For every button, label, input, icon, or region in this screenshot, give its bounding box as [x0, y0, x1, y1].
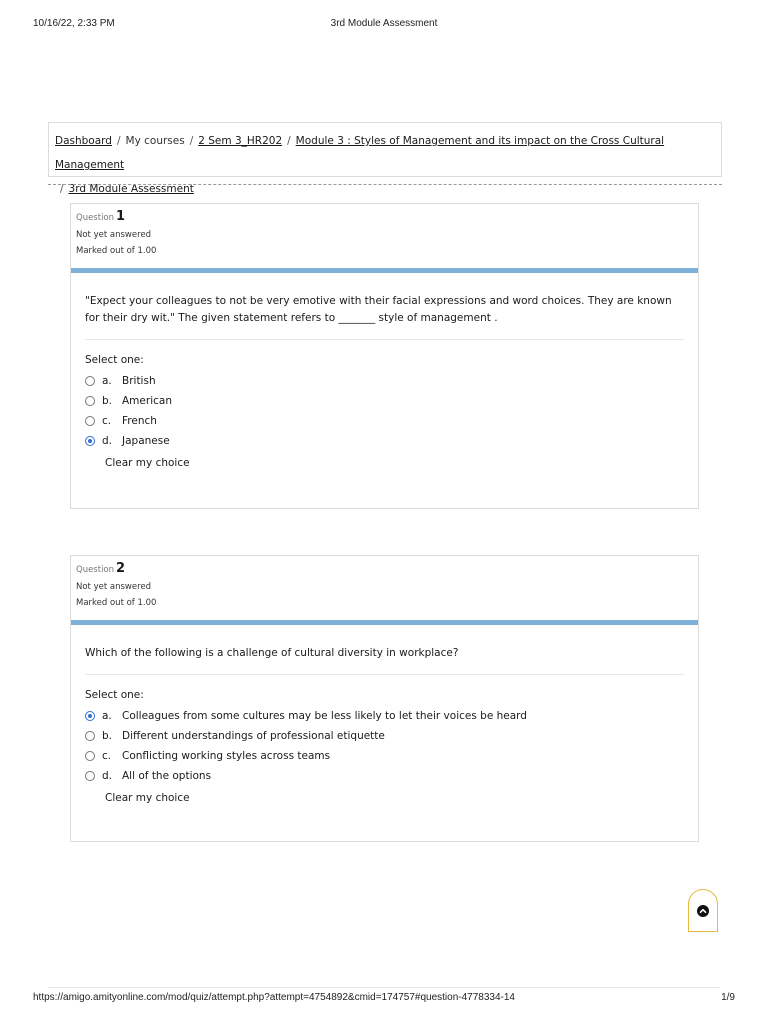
question-text: "Expect your colleagues to not be very emotive with their facial expressions and word choices. They are known for their dry wit." The given statement refers to _______ style of management . [85, 293, 684, 340]
question-grade: Marked out of 1.00 [76, 246, 157, 256]
select-one-prompt: Select one: [85, 689, 144, 701]
back-to-top-button[interactable] [688, 889, 718, 932]
question-card-2 [70, 555, 699, 842]
answer-option-b[interactable] [85, 391, 684, 411]
answer-option-c[interactable] [85, 411, 684, 431]
radio-button[interactable] [85, 731, 95, 741]
breadcrumb-current[interactable]: 3rd Module Assessment [68, 183, 194, 195]
radio-button-selected[interactable] [85, 711, 95, 721]
answer-option-d[interactable] [85, 431, 684, 451]
breadcrumb [48, 122, 722, 195]
option-text: French [122, 415, 157, 427]
radio-button[interactable] [85, 396, 95, 406]
radio-button[interactable] [85, 751, 95, 761]
question-state: Not yet answered [76, 582, 152, 592]
breadcrumb-separator: / [60, 183, 64, 195]
question-content [71, 273, 698, 469]
breadcrumb-separator: / [189, 135, 194, 147]
question-grade: Marked out of 1.00 [76, 598, 157, 608]
option-text: British [122, 375, 156, 387]
option-letter: b. [102, 395, 113, 407]
option-letter: d. [102, 770, 113, 782]
answer-option-c[interactable] [85, 746, 684, 766]
answer-option-a[interactable] [85, 706, 684, 726]
radio-button-selected[interactable] [85, 436, 95, 446]
print-title: 3rd Module Assessment [330, 18, 438, 29]
option-letter: c. [102, 750, 112, 762]
divider [48, 184, 722, 185]
footer-divider [48, 987, 720, 988]
breadcrumb-separator: / [116, 135, 121, 147]
select-one-prompt: Select one: [85, 354, 144, 366]
option-letter: d. [102, 435, 113, 447]
question-card-1 [70, 203, 699, 509]
option-text: Colleagues from some cultures may be less likely to let their voices be heard [122, 710, 527, 722]
option-text: Different understandings of professional etiquette [122, 730, 385, 742]
clear-choice-link[interactable]: Clear my choice [105, 457, 190, 469]
radio-button[interactable] [85, 771, 95, 781]
question-text: Which of the following is a challenge of cultural diversity in workplace? [85, 645, 684, 675]
option-text: All of the options [122, 770, 212, 782]
breadcrumb-module[interactable]: Module 3 : Styles of Management and its impact on the Cross Cultural Management [55, 135, 665, 171]
option-letter: a. [102, 710, 112, 722]
option-text: Japanese [122, 435, 170, 447]
option-letter: b. [102, 730, 113, 742]
question-info [71, 556, 698, 620]
breadcrumb-separator: / [287, 135, 291, 147]
answer-option-b[interactable] [85, 726, 684, 746]
option-text: Conflicting working styles across teams [122, 750, 331, 762]
clear-choice-link[interactable]: Clear my choice [105, 792, 190, 804]
breadcrumb-dashboard[interactable]: Dashboard [55, 135, 112, 147]
answer-option-d[interactable] [85, 766, 684, 786]
question-number: Question 1 [76, 209, 126, 224]
option-text: American [122, 395, 172, 407]
print-datetime: 10/16/22, 2:33 PM [33, 18, 115, 29]
print-url: https://amigo.amityonline.com/mod/quiz/attempt.php?attempt=4754892&cmid=174757#question-4778334-14 [33, 992, 515, 1003]
option-letter: a. [102, 375, 112, 387]
breadcrumb-my-courses: My courses [125, 135, 185, 147]
print-page-number: 1/9 [721, 992, 735, 1003]
question-info [71, 204, 698, 268]
question-state: Not yet answered [76, 230, 152, 240]
breadcrumb-course[interactable]: 2 Sem 3_HR202 [198, 135, 283, 147]
radio-button[interactable] [85, 416, 95, 426]
option-letter: c. [102, 415, 112, 427]
question-content [71, 625, 698, 804]
radio-button[interactable] [85, 376, 95, 386]
question-number: Question 2 [76, 561, 126, 576]
arrow-up-circle-icon [697, 905, 709, 917]
answer-option-a[interactable] [85, 371, 684, 391]
